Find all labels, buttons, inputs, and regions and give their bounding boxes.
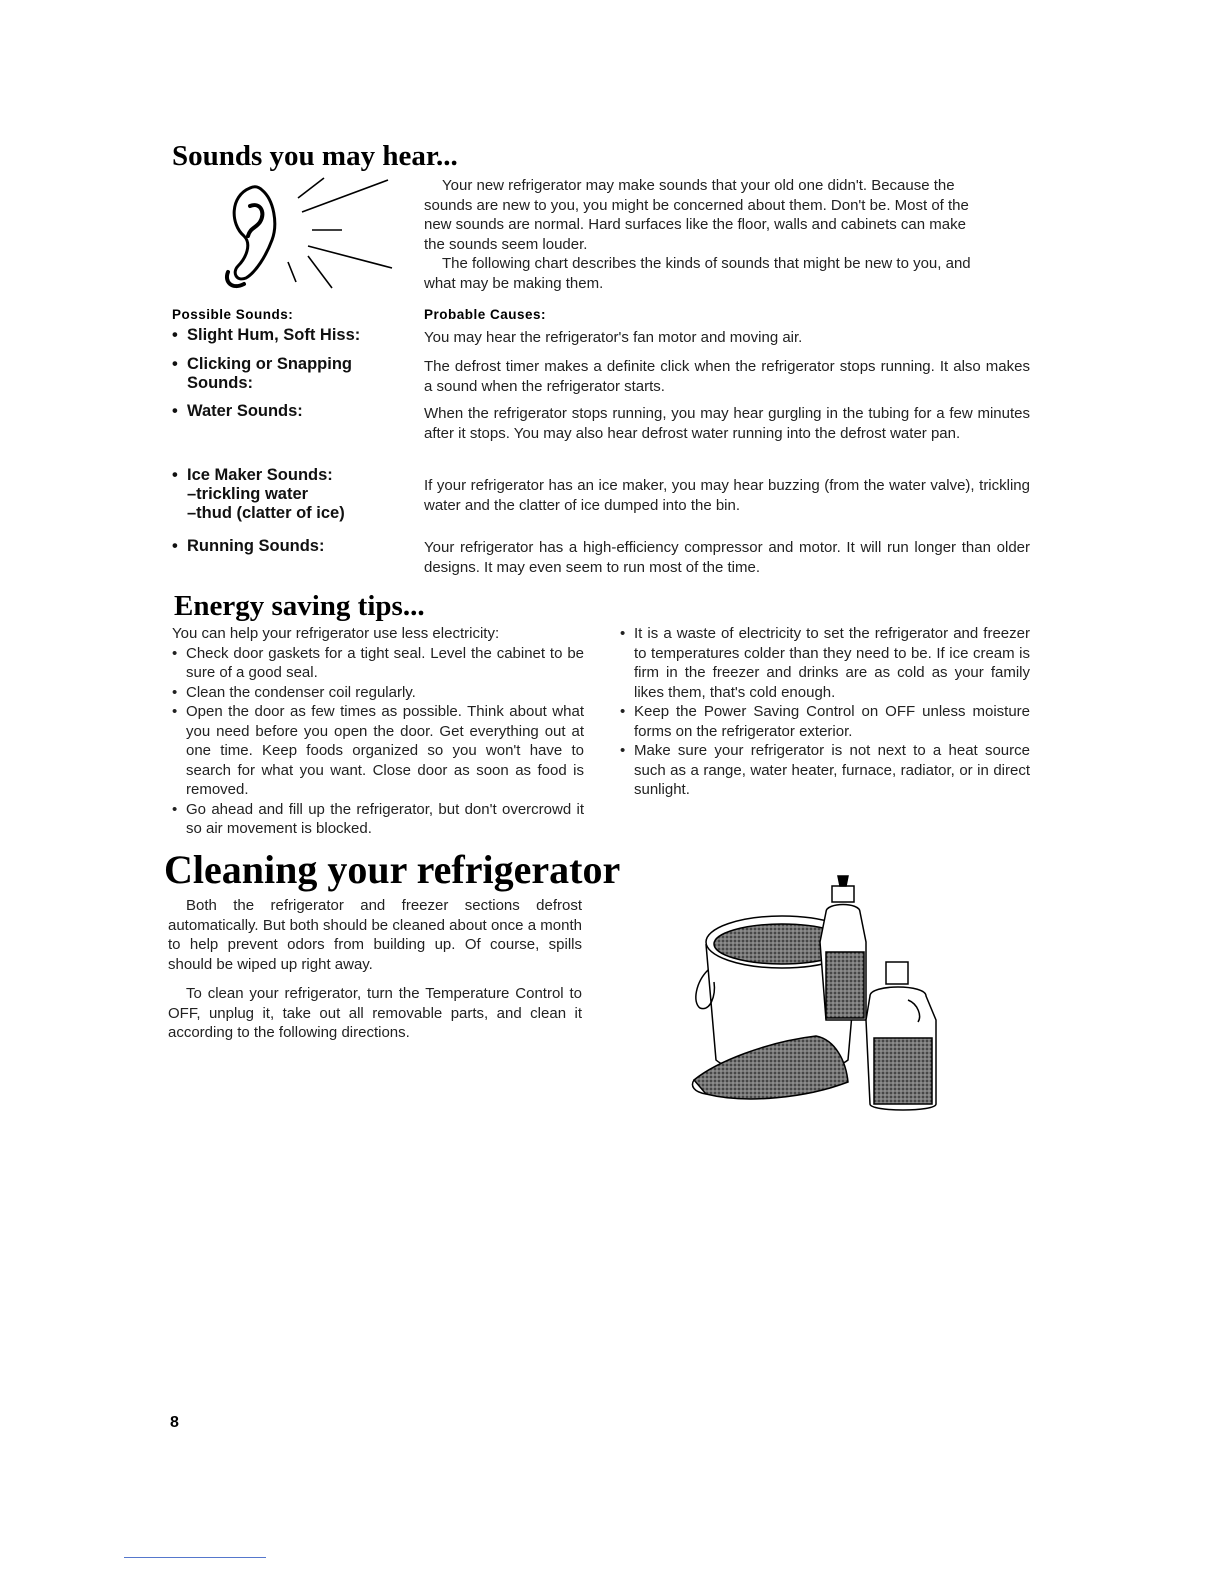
cause-hum-hiss: You may hear the refrigerator's fan motor and moving air. [424,329,803,346]
energy-tip: • Make sure your refrigerator is not next to a heat source such as a range, water heater, furnace, radiator, or in direct sunlight. [620,741,1030,800]
energy-tip: • It is a waste of electricity to set the refrigerator and freezer to temperatures colder than they need to be. If ice cream is firm in the freezer and drinks are as cold as your family likes them, that's cold enough. [620,624,1030,702]
bucket-and-cleaners-illustration [686,872,938,1116]
cleaning-text [168,896,582,1053]
footer-divider [124,1557,266,1558]
cause-clicking: The defrost timer makes a definite click when the refrigerator stops running. It also makes a sound when the refrigerator starts. [424,358,1030,395]
energy-tip: • Clean the condenser coil regularly. [172,683,584,703]
energy-tip: • Open the door as few times as possible. Think about what you need before you open the door. Get everything out at one time. Keep foods organized so you won't have to search for what you want. Close door as soon as food is removed. [172,702,584,800]
cleaning-paragraph: Both the refrigerator and freezer sections defrost automatically. But both should be cleaned about once a month to help prevent odors from building up. Of course, spills should be wiped up right away. [168,897,582,973]
sound-clicking: • Clicking or Snapping Sounds: [172,355,353,392]
page-number: 8 [170,1414,179,1431]
energy-tips-left [172,624,584,839]
energy-tip: • Keep the Power Saving Control on OFF unless moisture forms on the refrigerator exterior. [620,702,1030,741]
probable-causes-heading: Probable Causes: [424,307,547,322]
sound-hum-hiss: • Slight Hum, Soft Hiss: [172,326,361,344]
cleaning-section-title: Cleaning your refrigerator [164,847,621,892]
possible-sounds-heading: Possible Sounds: [172,307,294,322]
energy-section-title: Energy saving tips... [174,590,425,622]
sounds-intro [424,176,984,293]
energy-intro: You can help your refrigerator use less electricity: [172,625,500,642]
energy-tips-right [620,624,1030,800]
energy-tip: • Go ahead and fill up the refrigerator, but don't overcrowd it so air movement is blocked. [172,800,584,839]
energy-tip: • Check door gaskets for a tight seal. Level the cabinet to be sure of a good seal. [172,644,584,683]
sound-ice-maker: • Ice Maker Sounds: –trickling water –thud (clatter of ice) [172,466,345,522]
sounds-section-title: Sounds you may hear... [172,140,458,172]
sounds-intro-paragraph: Your new refrigerator may make sounds that your old one didn't. Because the sounds are new to you, you might be concerned about them. Don't be. Most of the new sounds are normal. Hard surfaces like the floor, walls and cabinets can make the sounds seem louder. [424,177,969,253]
sounds-intro-paragraph: The following chart describes the kinds of sounds that might be new to you, and what may be making them. [424,255,971,292]
cleaning-paragraph: To clean your refrigerator, turn the Temperature Control to OFF, unplug it, take out all removable parts, and clean it according to the following directions. [168,985,582,1041]
cause-ice-maker: If your refrigerator has an ice maker, you may hear buzzing (from the water valve), trickling water and the clatter of ice dumped into the bin. [424,477,1030,514]
cause-water: When the refrigerator stops running, you may hear gurgling in the tubing for a few minutes after it stops. You may also hear defrost water running into the defrost water pan. [424,405,1030,442]
ear-illustration [222,172,402,302]
sound-water: • Water Sounds: [172,402,303,420]
sound-running: • Running Sounds: [172,537,325,555]
cause-running: Your refrigerator has a high-efficiency compressor and motor. It will run longer than older designs. It may even seem to run most of the time. [424,539,1030,576]
